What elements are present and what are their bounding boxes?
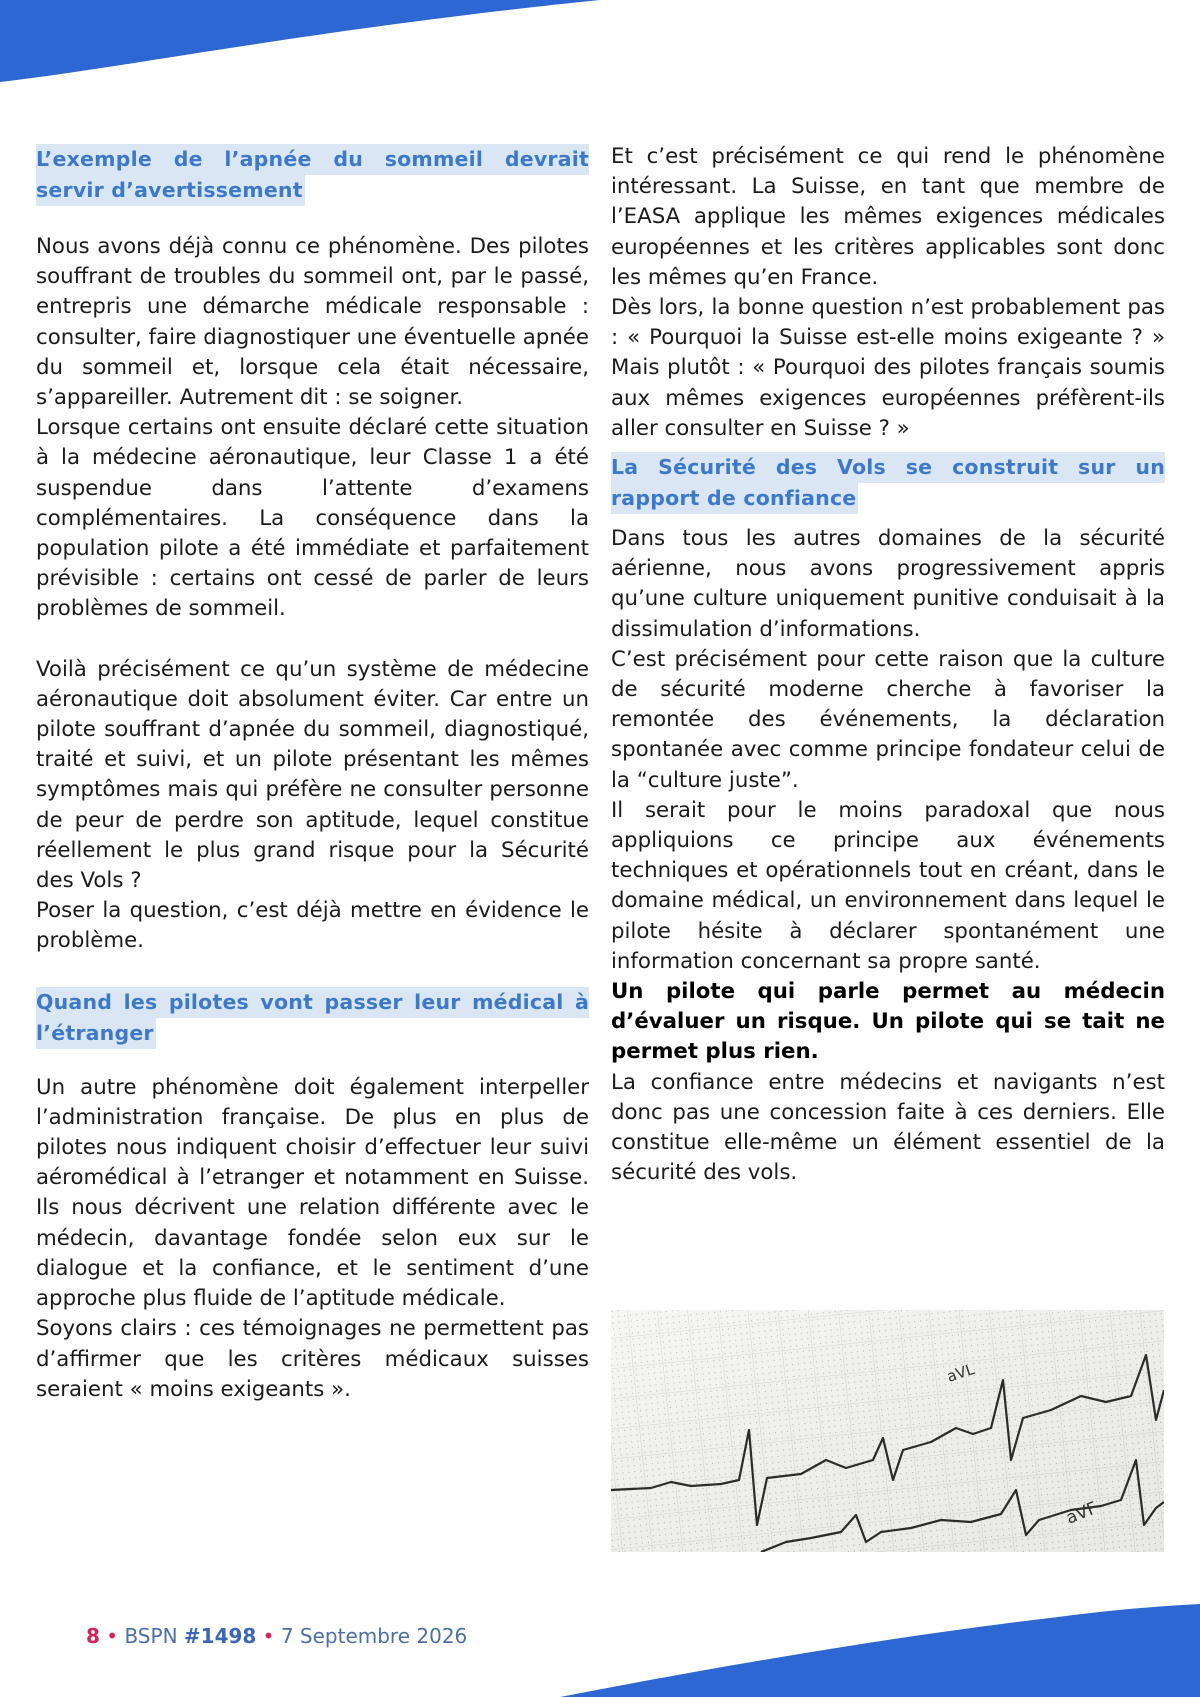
paragraph: C’est précisément pour cette raison que la culture de sécurité moderne cherche à favoriser la remontée des événements, la déclaration spontanée avec comme principe fondateur celui de la “culture juste”. (611, 646, 1165, 793)
publication-name: BSPN (124, 1624, 178, 1648)
heading-line: La Sécurité des Vols se construit sur un (611, 452, 1165, 483)
heading-line: L’exemple de l’apnée du sommeil devrait (36, 144, 589, 175)
paragraph: Un autre phénomène doit également interpeller l’administration française. De plus en plus de pilotes nous indiquent choisir d’effectuer leur suivi aéromédical à l’etranger et notamment en Suisse. Ils nous décrivent une relation différente avec le médecin, davantage fondée selon eux sur le dialogue et la confiance, et le sentiment d’une approche plus fluide de l’aptitude médicale. (36, 1074, 589, 1312)
issue-number: #1498 (183, 1624, 257, 1648)
publication-date: 7 Septembre 2026 (280, 1624, 468, 1648)
paragraph: Lorsque certains ont ensuite déclaré cette situation à la médecine aéronautique, leur Classe 1 a été suspendue dans l’attente d’examens complémentaires. La conséquence dans la population pilote a été immédiate et parfaitement prévisible : certains ont cessé de parler de leurs problèmes de sommeil. (36, 415, 589, 622)
paragraph: Nous avons déjà connu ce phénomène. Des pilotes souffrant de troubles du sommeil ont, par le passé, entrepris une démarche médicale responsable : consulter, faire diagnostiquer une éventuelle apnée du sommeil et, lorsque cela était nécessaire, s’appareiller. Autrement dit : se soigner. (36, 234, 589, 411)
section-heading-abroad (36, 987, 589, 1049)
key-statement: Un pilote qui parle permet au médecin d’évaluer un risque. Un pilote qui se tait ne permet plus rien. (611, 979, 1165, 1065)
paragraph: La confiance entre médecins et navigants n’est donc pas une concession faite à ces derniers. Elle constitue elle-même un élément essentiel de la sécurité des vols. (611, 1069, 1165, 1186)
top-wave-decoration (0, 0, 1200, 90)
heading-line: rapport de confiance (611, 483, 858, 514)
page-number: 8 (86, 1624, 100, 1648)
paragraph: Il serait pour le moins paradoxal que nous appliquions ce principe aux événements techniques et opérationnels tout en créant, dans le domaine médical, un environnement dans lequel le pilote hésite à déclarer spontanément une information concernant sa propre santé. (611, 797, 1165, 974)
footer-separator: • (262, 1624, 275, 1648)
paragraph: Soyons clairs : ces témoignages ne permettent pas d’affirmer que les critères médicaux suisses seraient « moins exigeants ». (36, 1316, 589, 1402)
ecg-lead-label-avl: aVL (944, 1360, 977, 1386)
section-heading-trust (611, 452, 1165, 514)
right-column (611, 142, 1165, 1189)
heading-line: servir d’avertissement (36, 175, 305, 206)
ecg-photo (611, 1310, 1164, 1552)
footer-separator: • (106, 1624, 119, 1648)
section-heading-sleep-apnea (36, 144, 589, 206)
ecg-lead-label-avf: aVF (1063, 1498, 1101, 1529)
paragraph: Et c’est précisément ce qui rend le phénomène intéressant. La Suisse, en tant que membre de l’EASA applique les mêmes exigences médicales européennes et les critères applicables sont donc les mêmes qu’en France. (611, 144, 1165, 290)
paragraph: Dès lors, la bonne question n’est probablement pas : « Pourquoi la Suisse est-elle moins exigeante ? » Mais plutôt : « Pourquoi des pilotes français soumis aux mêmes exigences européennes préfèrent-ils aller consulter en Suisse ? » (611, 295, 1165, 441)
page-footer (86, 1624, 467, 1648)
left-column (36, 144, 589, 1405)
heading-line: Quand les pilotes vont passer leur médical à (36, 987, 589, 1018)
paragraph: Poser la question, c’est déjà mettre en évidence le problème. (36, 898, 589, 954)
paragraph: Voilà précisément ce qu’un système de médecine aéronautique doit absolument éviter. Car entre un pilote souffrant d’apnée du sommeil, diagnostiqué, traité et suivi, et un pilote présentant les mêmes symptômes mais qui préfère ne consulter personne de peur de perdre son aptitude, lequel constitue réellement le plus grand risque pour la Sécurité des Vols ? (36, 656, 589, 894)
heading-line: l’étranger (36, 1018, 156, 1049)
paragraph: Dans tous les autres domaines de la sécurité aérienne, nous avons progressivement appris qu’une culture uniquement punitive conduisait à la dissimulation d’informations. (611, 526, 1165, 642)
